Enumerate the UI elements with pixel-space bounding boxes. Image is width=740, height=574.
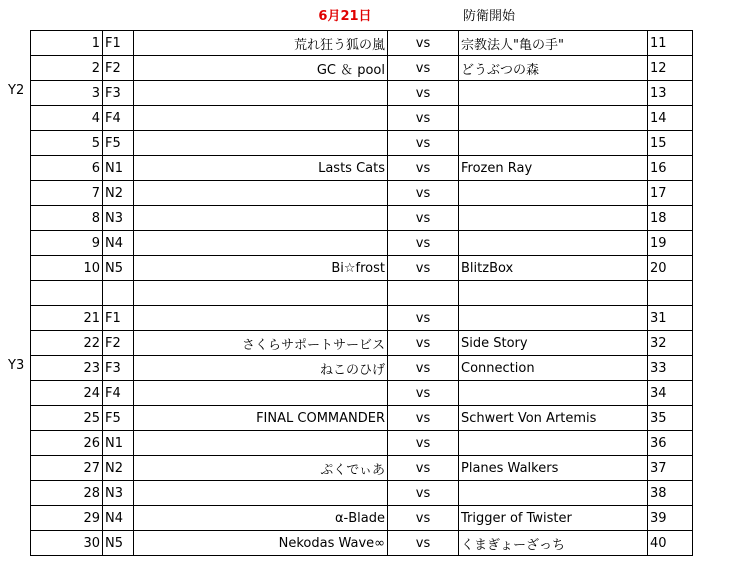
opponent-number-cell: 32 xyxy=(648,331,693,356)
away-team-cell: Connection xyxy=(459,356,648,381)
division-cell: F5 xyxy=(103,406,134,431)
row-number-cell: 5 xyxy=(31,131,103,156)
away-team-cell xyxy=(459,481,648,506)
schedule-table xyxy=(30,30,693,556)
row-number-cell xyxy=(31,281,103,306)
opponent-number-cell: 15 xyxy=(648,131,693,156)
opponent-number-cell: 17 xyxy=(648,181,693,206)
home-team-cell xyxy=(134,306,388,331)
opponent-number-cell xyxy=(648,281,693,306)
vs-cell: vs xyxy=(388,256,459,281)
vs-cell: vs xyxy=(388,406,459,431)
row-number-cell: 4 xyxy=(31,106,103,131)
division-cell: F3 xyxy=(103,81,134,106)
opponent-number-cell: 18 xyxy=(648,206,693,231)
home-team-cell xyxy=(134,281,388,306)
row-number-cell: 7 xyxy=(31,181,103,206)
away-team-cell: 宗教法人"亀の手" xyxy=(459,31,648,56)
opponent-number-cell: 14 xyxy=(648,106,693,131)
home-team-cell xyxy=(134,481,388,506)
division-cell: F4 xyxy=(103,106,134,131)
division-cell: F1 xyxy=(103,306,134,331)
away-team-cell xyxy=(459,431,648,456)
opponent-number-cell: 19 xyxy=(648,231,693,256)
opponent-number-cell: 33 xyxy=(648,356,693,381)
division-cell: F3 xyxy=(103,356,134,381)
row-number-cell: 9 xyxy=(31,231,103,256)
vs-cell: vs xyxy=(388,131,459,156)
table-row xyxy=(31,206,693,231)
vs-cell: vs xyxy=(388,81,459,106)
table-row xyxy=(31,431,693,456)
away-team-cell xyxy=(459,81,648,106)
opponent-number-cell: 38 xyxy=(648,481,693,506)
row-number-cell: 23 xyxy=(31,356,103,381)
opponent-number-cell: 40 xyxy=(648,531,693,556)
table-row xyxy=(31,381,693,406)
vs-cell: vs xyxy=(388,481,459,506)
vs-cell: vs xyxy=(388,306,459,331)
away-team-cell xyxy=(459,306,648,331)
away-team-cell: Planes Walkers xyxy=(459,456,648,481)
away-team-cell xyxy=(459,231,648,256)
group-label-y2: Y2 xyxy=(8,83,25,98)
away-team-cell: Schwert Von Artemis xyxy=(459,406,648,431)
vs-cell: vs xyxy=(388,206,459,231)
home-team-cell: FINAL COMMANDER xyxy=(134,406,388,431)
away-team-cell xyxy=(459,206,648,231)
division-cell: N4 xyxy=(103,231,134,256)
home-team-cell xyxy=(134,106,388,131)
row-number-cell: 29 xyxy=(31,506,103,531)
opponent-number-cell: 35 xyxy=(648,406,693,431)
vs-cell: vs xyxy=(388,56,459,81)
table-row xyxy=(31,306,693,331)
division-cell: F5 xyxy=(103,131,134,156)
table-row xyxy=(31,156,693,181)
away-team-cell: くまぎょーざっち xyxy=(459,531,648,556)
table-row xyxy=(31,31,693,56)
vs-cell: vs xyxy=(388,31,459,56)
home-team-cell xyxy=(134,431,388,456)
division-cell: N3 xyxy=(103,206,134,231)
table-row xyxy=(31,106,693,131)
division-cell: N2 xyxy=(103,181,134,206)
opponent-number-cell: 36 xyxy=(648,431,693,456)
table-row xyxy=(31,356,693,381)
division-cell: F1 xyxy=(103,31,134,56)
away-team-cell: どうぶつの森 xyxy=(459,56,648,81)
table-row xyxy=(31,481,693,506)
opponent-number-cell: 12 xyxy=(648,56,693,81)
group-label-y3: Y3 xyxy=(8,358,25,373)
vs-cell: vs xyxy=(388,331,459,356)
away-team-cell: Frozen Ray xyxy=(459,156,648,181)
away-team-cell: Side Story xyxy=(459,331,648,356)
opponent-number-cell: 31 xyxy=(648,306,693,331)
opponent-number-cell: 37 xyxy=(648,456,693,481)
vs-cell xyxy=(388,281,459,306)
home-team-cell: 荒れ狂う狐の嵐 xyxy=(134,31,388,56)
home-team-cell: GC ＆ pool xyxy=(134,56,388,81)
row-number-cell: 6 xyxy=(31,156,103,181)
home-team-cell: さくらサポートサービス xyxy=(134,331,388,356)
row-number-cell: 21 xyxy=(31,306,103,331)
row-number-cell: 10 xyxy=(31,256,103,281)
division-cell: N1 xyxy=(103,156,134,181)
division-cell: N5 xyxy=(103,256,134,281)
home-team-cell xyxy=(134,81,388,106)
table-row xyxy=(31,331,693,356)
vs-cell: vs xyxy=(388,456,459,481)
row-number-cell: 27 xyxy=(31,456,103,481)
vs-cell: vs xyxy=(388,431,459,456)
away-team-cell xyxy=(459,381,648,406)
home-team-cell: ねこのひげ xyxy=(134,356,388,381)
vs-cell: vs xyxy=(388,381,459,406)
defense-start-label: 防衛開始 xyxy=(463,9,516,24)
away-team-cell: Trigger of Twister xyxy=(459,506,648,531)
table-row xyxy=(31,131,693,156)
table-row xyxy=(31,456,693,481)
home-team-cell xyxy=(134,131,388,156)
table-row xyxy=(31,231,693,256)
table-row xyxy=(31,506,693,531)
home-team-cell xyxy=(134,381,388,406)
table-row xyxy=(31,256,693,281)
away-team-cell xyxy=(459,131,648,156)
home-team-cell: α-Blade xyxy=(134,506,388,531)
vs-cell: vs xyxy=(388,156,459,181)
opponent-number-cell: 34 xyxy=(648,381,693,406)
division-cell: N4 xyxy=(103,506,134,531)
opponent-number-cell: 20 xyxy=(648,256,693,281)
table-row xyxy=(31,281,693,306)
away-team-cell xyxy=(459,281,648,306)
division-cell: N5 xyxy=(103,531,134,556)
vs-cell: vs xyxy=(388,531,459,556)
home-team-cell: Bi☆frost xyxy=(134,256,388,281)
vs-cell: vs xyxy=(388,356,459,381)
opponent-number-cell: 13 xyxy=(648,81,693,106)
row-number-cell: 28 xyxy=(31,481,103,506)
division-cell xyxy=(103,281,134,306)
row-number-cell: 3 xyxy=(31,81,103,106)
vs-cell: vs xyxy=(388,106,459,131)
opponent-number-cell: 16 xyxy=(648,156,693,181)
table-row xyxy=(31,531,693,556)
home-team-cell: Lasts Cats xyxy=(134,156,388,181)
row-number-cell: 22 xyxy=(31,331,103,356)
row-number-cell: 24 xyxy=(31,381,103,406)
home-team-cell: Nekodas Wave∞ xyxy=(134,531,388,556)
division-cell: F2 xyxy=(103,331,134,356)
vs-cell: vs xyxy=(388,506,459,531)
opponent-number-cell: 11 xyxy=(648,31,693,56)
division-cell: F4 xyxy=(103,381,134,406)
away-team-cell xyxy=(459,106,648,131)
away-team-cell: BlitzBox xyxy=(459,256,648,281)
row-number-cell: 25 xyxy=(31,406,103,431)
division-cell: N2 xyxy=(103,456,134,481)
division-cell: N1 xyxy=(103,431,134,456)
vs-cell: vs xyxy=(388,231,459,256)
schedule-table-body xyxy=(31,31,693,556)
opponent-number-cell: 39 xyxy=(648,506,693,531)
table-row xyxy=(31,56,693,81)
row-number-cell: 8 xyxy=(31,206,103,231)
row-number-cell: 2 xyxy=(31,56,103,81)
vs-cell: vs xyxy=(388,181,459,206)
away-team-cell xyxy=(459,181,648,206)
row-number-cell: 30 xyxy=(31,531,103,556)
home-team-cell xyxy=(134,181,388,206)
date-label: 6月21日 xyxy=(318,9,372,24)
row-number-cell: 26 xyxy=(31,431,103,456)
division-cell: F2 xyxy=(103,56,134,81)
table-row xyxy=(31,81,693,106)
home-team-cell xyxy=(134,231,388,256)
row-number-cell: 1 xyxy=(31,31,103,56)
home-team-cell xyxy=(134,206,388,231)
table-row xyxy=(31,181,693,206)
division-cell: N3 xyxy=(103,481,134,506)
home-team-cell: ぷくでぃあ xyxy=(134,456,388,481)
table-row xyxy=(31,406,693,431)
